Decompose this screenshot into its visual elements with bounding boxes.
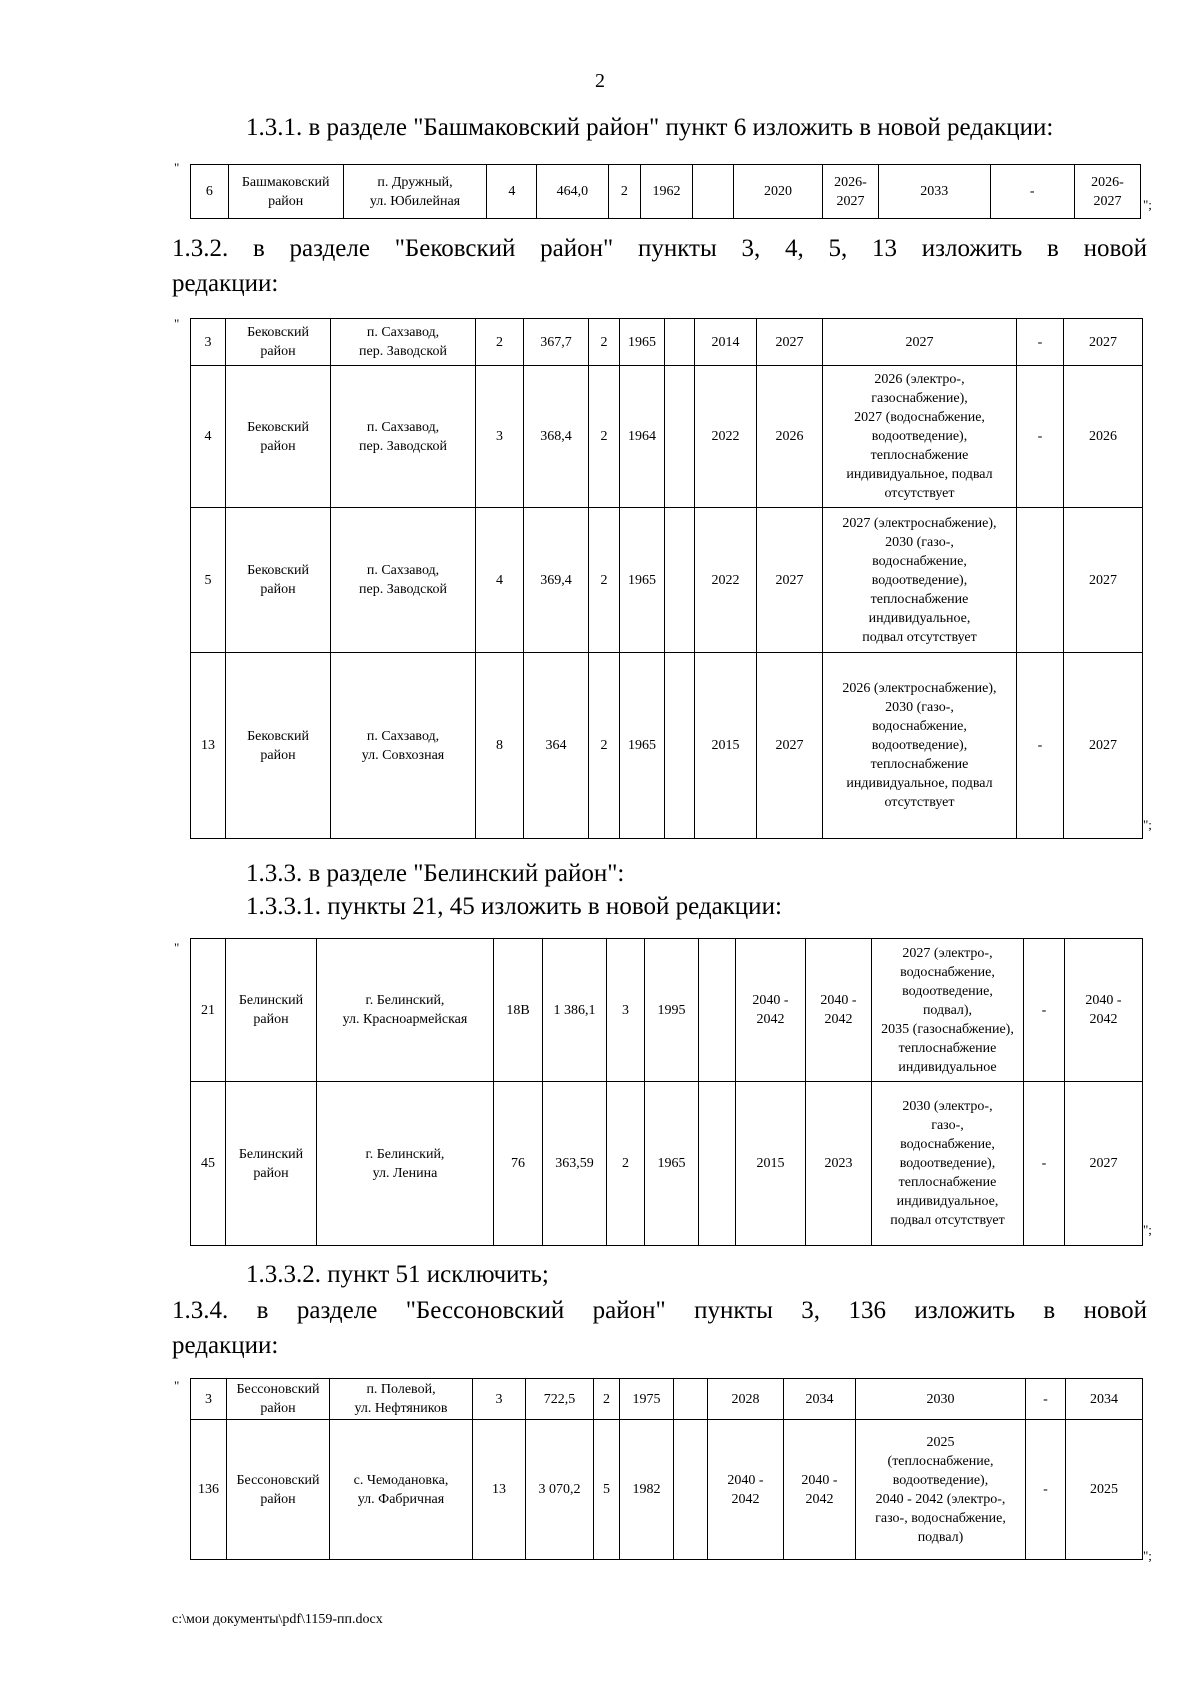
section-1-3-4-continued: редакции: [172, 1332, 279, 1359]
table-cell: - [1017, 653, 1064, 839]
table-cell: 2028 [708, 1379, 784, 1420]
table-cell: п. Сахзавод, ул. Совхозная [331, 653, 476, 839]
table-cell: 3 [191, 1379, 227, 1420]
table-cell: 2 [476, 319, 524, 366]
table-1-open-quote: " [174, 160, 180, 175]
section-1-3-2: 1.3.2. в разделе "Бековский район" пункты 3, 4, 5, 13 изложить в новой [172, 235, 1147, 262]
table-cell [693, 165, 734, 219]
table-1-close-quote: "; [1143, 197, 1152, 212]
table-cell: Бессоновский район [227, 1379, 330, 1420]
table-cell: 1975 [620, 1379, 674, 1420]
table-cell: 722,5 [526, 1379, 594, 1420]
table-cell: 2040 - 2042 [708, 1420, 784, 1560]
table-cell: 464,0 [537, 165, 608, 219]
table-cell: п. Сахзавод, пер. Заводской [331, 366, 476, 508]
table-cell: - [1017, 319, 1064, 366]
table-cell [665, 366, 695, 508]
table-cell: 2015 [736, 1082, 806, 1246]
table-cell: 2 [608, 165, 640, 219]
table-row [191, 319, 1143, 366]
table-cell: 2030 (электро-, газо-, водоснабжение, водоотведение), теплоснабжение индивидуальное, подвал отсутствует [872, 1082, 1024, 1246]
table-4-close-quote: "; [1143, 1548, 1152, 1563]
table-cell: Бековский район [226, 366, 331, 508]
table-cell: 2 [589, 508, 620, 653]
table-cell: 2033 [879, 165, 990, 219]
table-row [191, 939, 1143, 1082]
table-cell: Бековский район [226, 508, 331, 653]
table-cell: п. Сахзавод, пер. Заводской [331, 508, 476, 653]
table-row [191, 1082, 1143, 1246]
file-path-footer: c:\мои документы\pdf\1159-пп.docx [172, 1612, 383, 1627]
table-cell: 2027 [757, 319, 823, 366]
table-cell: п. Сахзавод, пер. Заводской [331, 319, 476, 366]
table-cell: 367,7 [524, 319, 589, 366]
table-cell: 45 [191, 1082, 226, 1246]
table-cell: 2026 (электроснабжение), 2030 (газо-, водоснабжение, водоотведение), теплоснабжение индивидуальное, подвал отсутствует [823, 653, 1017, 839]
table-cell: 369,4 [524, 508, 589, 653]
table-3-close-quote: "; [1143, 1222, 1152, 1237]
table-cell: 6 [191, 165, 229, 219]
table-4-open-quote: " [174, 1378, 180, 1393]
table-cell: 1965 [620, 319, 665, 366]
table-row [191, 653, 1143, 839]
table-cell: Бековский район [226, 319, 331, 366]
table-row [191, 366, 1143, 508]
table-row [191, 1379, 1143, 1420]
table-cell: с. Чемодановка, ул. Фабричная [330, 1420, 473, 1560]
table-cell: - [1017, 366, 1064, 508]
table-cell: г. Белинский, ул. Ленина [317, 1082, 494, 1246]
table-cell: 363,59 [543, 1082, 607, 1246]
table-bekovsky [190, 318, 1143, 839]
table-row [191, 165, 1141, 219]
table-3-open-quote: " [174, 940, 180, 955]
table-cell: 4 [487, 165, 537, 219]
table-cell: 2026 (электро-, газоснабжение), 2027 (водоснабжение, водоотведение), теплоснабжение индивидуальное, подвал отсутствует [823, 366, 1017, 508]
table-belinsky [190, 938, 1143, 1246]
table-cell: - [1024, 1082, 1065, 1246]
table-cell: 2 [589, 653, 620, 839]
table-cell: 3 [607, 939, 645, 1082]
table-cell: - [1026, 1420, 1066, 1560]
table-cell: 2026 [1064, 366, 1143, 508]
table-row [191, 1420, 1143, 1560]
table-cell: 2 [589, 366, 620, 508]
table-cell: 3 [476, 366, 524, 508]
table-cell: Белинский район [226, 939, 317, 1082]
table-cell: 2034 [784, 1379, 856, 1420]
table-cell [674, 1420, 708, 1560]
table-cell: 2022 [695, 508, 757, 653]
section-1-3-4: 1.3.4. в разделе "Бессоновский район" пункты 3, 136 изложить в новой [172, 1297, 1147, 1324]
table-cell: 368,4 [524, 366, 589, 508]
table-cell: 2027 [757, 653, 823, 839]
table-cell [1017, 508, 1064, 653]
table-cell: 2 [607, 1082, 645, 1246]
table-cell: 2027 [1064, 319, 1143, 366]
table-cell: 2025 [1066, 1420, 1143, 1560]
table-cell: 2027 [1065, 1082, 1143, 1246]
table-cell: 2026 [757, 366, 823, 508]
table-cell: г. Белинский, ул. Красноармейская [317, 939, 494, 1082]
table-cell: 2040 - 2042 [784, 1420, 856, 1560]
section-1-3-3: 1.3.3. в разделе "Белинский район": [246, 860, 625, 887]
table-cell: 3 [473, 1379, 526, 1420]
table-cell: Бековский район [226, 653, 331, 839]
table-cell: 2034 [1066, 1379, 1143, 1420]
table-cell: 4 [476, 508, 524, 653]
table-cell: 4 [191, 366, 226, 508]
table-cell: 1965 [620, 508, 665, 653]
table-cell [665, 508, 695, 653]
table-cell: п. Полевой, ул. Нефтяников [330, 1379, 473, 1420]
section-1-3-3-1: 1.3.3.1. пункты 21, 45 изложить в новой редакции: [246, 893, 782, 920]
table-cell: 1965 [620, 653, 665, 839]
table-cell: 1964 [620, 366, 665, 508]
table-cell: 1965 [645, 1082, 699, 1246]
table-cell: 1 386,1 [543, 939, 607, 1082]
table-cell: 2 [594, 1379, 620, 1420]
table-cell: 2027 [823, 319, 1017, 366]
table-cell: Бессоновский район [227, 1420, 330, 1560]
table-cell [674, 1379, 708, 1420]
table-cell: 3 070,2 [526, 1420, 594, 1560]
table-bashmakovsky [190, 164, 1141, 219]
table-cell: 8 [476, 653, 524, 839]
table-cell: 76 [494, 1082, 543, 1246]
table-cell: п. Дружный, ул. Юбилейная [343, 165, 487, 219]
table-cell: 2027 [1064, 508, 1143, 653]
table-cell: 2040 - 2042 [1065, 939, 1143, 1082]
table-cell [665, 653, 695, 839]
table-cell: 2030 [856, 1379, 1026, 1420]
table-cell: 2040 - 2042 [736, 939, 806, 1082]
table-cell: 18В [494, 939, 543, 1082]
table-cell: 2027 (электро-, водоснабжение, водоотведение, подвал), 2035 (газоснабжение), теплоснабжение индивидуальное [872, 939, 1024, 1082]
table-cell: 1982 [620, 1420, 674, 1560]
table-cell: 2040 - 2042 [806, 939, 872, 1082]
table-cell: 1995 [645, 939, 699, 1082]
table-2-close-quote: "; [1143, 817, 1152, 832]
table-cell: 136 [191, 1420, 227, 1560]
table-cell: 2027 (электроснабжение), 2030 (газо-, водоснабжение, водоотведение), теплоснабжение индивидуальное, подвал отсутствует [823, 508, 1017, 653]
table-cell: Белинский район [226, 1082, 317, 1246]
table-cell: 2023 [806, 1082, 872, 1246]
page-number: 2 [595, 70, 605, 92]
table-cell: 2025 (теплоснабжение, водоотведение), 2040 - 2042 (электро-, газо-, водоснабжение, подвал) [856, 1420, 1026, 1560]
table-cell: 13 [473, 1420, 526, 1560]
table-cell: 13 [191, 653, 226, 839]
table-cell: 5 [191, 508, 226, 653]
table-cell: 364 [524, 653, 589, 839]
table-cell: 3 [191, 319, 226, 366]
table-cell: 2020 [734, 165, 823, 219]
table-cell: 2 [589, 319, 620, 366]
table-cell: 1962 [641, 165, 693, 219]
section-1-3-2-continued: редакции: [172, 270, 279, 297]
table-cell: - [1026, 1379, 1066, 1420]
table-cell [699, 939, 736, 1082]
table-cell: 2026- 2027 [1074, 165, 1140, 219]
table-cell: 2026- 2027 [822, 165, 878, 219]
section-1-3-3-2: 1.3.3.2. пункт 51 исключить; [246, 1261, 549, 1288]
table-cell: - [1024, 939, 1065, 1082]
table-cell: 21 [191, 939, 226, 1082]
table-cell: Башмаковский район [228, 165, 343, 219]
table-cell: 2027 [1064, 653, 1143, 839]
table-cell: 2015 [695, 653, 757, 839]
table-cell [699, 1082, 736, 1246]
section-1-3-1: 1.3.1. в разделе "Башмаковский район" пункт 6 изложить в новой редакции: [246, 114, 1054, 141]
table-cell: - [990, 165, 1074, 219]
table-cell: 2014 [695, 319, 757, 366]
table-cell: 2027 [757, 508, 823, 653]
table-cell: 2022 [695, 366, 757, 508]
table-bessonovsky [190, 1378, 1143, 1560]
table-row [191, 508, 1143, 653]
table-2-open-quote: " [174, 316, 180, 331]
table-cell [665, 319, 695, 366]
table-cell: 5 [594, 1420, 620, 1560]
